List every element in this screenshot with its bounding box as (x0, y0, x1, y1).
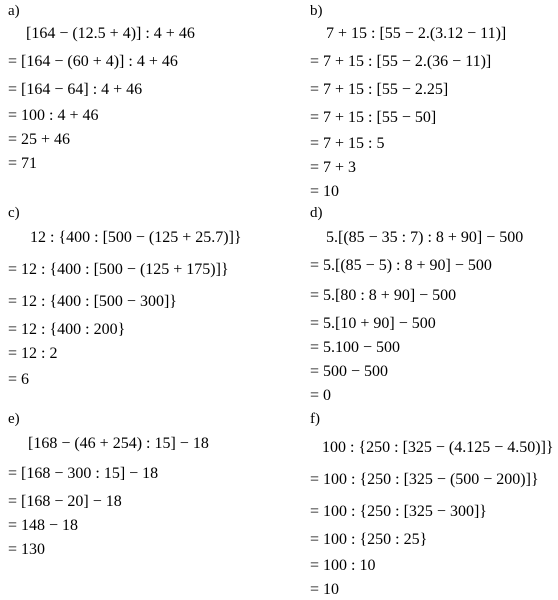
step-line: = 7 + 15 : 5 (310, 135, 385, 152)
expression-line: 100 : {250 : [325 − (4.125 − 4.50)]} (322, 439, 554, 456)
problem-label: a) (8, 3, 20, 19)
step-line: = [168 − 20] − 18 (8, 493, 122, 510)
result-line: = 6 (8, 371, 30, 388)
step-line: = 25 + 46 (8, 131, 71, 148)
step-line: = 100 : 4 + 46 (8, 107, 99, 124)
step-line: = [168 − 300 : 15] − 18 (8, 465, 159, 482)
step-line: = 500 − 500 (310, 363, 389, 380)
problem-label: c) (8, 205, 20, 221)
step-line: = 100 : {250 : [325 − (500 − 200)]} (310, 471, 539, 488)
step-line: = 5.[80 : 8 + 90] − 500 (310, 287, 457, 304)
step-line: = [164 − 64] : 4 + 46 (8, 81, 143, 98)
step-line: = 100 : {250 : [325 − 300]} (310, 503, 487, 520)
step-line: = 7 + 15 : [55 − 2.(36 − 11)] (310, 53, 492, 70)
step-line: = 12 : {400 : [500 − (125 + 175)]} (8, 261, 229, 278)
step-line: = 5.[(85 − 5) : 8 + 90] − 500 (310, 257, 492, 274)
expression-line: 12 : {400 : [500 − (125 + 25.7)]} (30, 229, 242, 246)
step-line: = 7 + 15 : [55 − 2.25] (310, 81, 449, 98)
step-line: = 7 + 3 (310, 159, 357, 176)
step-line: = 5.100 − 500 (310, 339, 401, 356)
step-line: = 5.[10 + 90] − 500 (310, 315, 436, 332)
problem-label: b) (310, 3, 323, 19)
expression-line: [164 − (12.5 + 4)] : 4 + 46 (26, 25, 195, 42)
result-line: = 71 (8, 155, 38, 172)
expression-line: [168 − (46 + 254) : 15] − 18 (28, 435, 209, 452)
step-line: = 12 : {400 : [500 − 300]} (8, 293, 177, 310)
result-line: = 0 (310, 387, 332, 404)
result-line: = 10 (310, 581, 340, 598)
step-line: = [164 − (60 + 4)] : 4 + 46 (8, 53, 178, 70)
step-line: = 12 : {400 : 200} (8, 321, 126, 338)
expression-line: 5.[(85 − 35 : 7) : 8 + 90] − 500 (326, 229, 524, 246)
problem-label: e) (8, 411, 20, 427)
problem-label: d) (310, 205, 323, 221)
result-line: = 130 (8, 541, 46, 558)
step-line: = 100 : 10 (310, 557, 376, 574)
result-line: = 10 (310, 183, 340, 200)
expression-line: 7 + 15 : [55 − 2.(3.12 − 11)] (326, 25, 507, 42)
step-line: = 12 : 2 (8, 345, 58, 362)
step-line: = 100 : {250 : 25} (310, 531, 428, 548)
step-line: = 7 + 15 : [55 − 50] (310, 109, 437, 126)
step-line: = 148 − 18 (8, 517, 79, 534)
problem-label: f) (310, 411, 320, 427)
